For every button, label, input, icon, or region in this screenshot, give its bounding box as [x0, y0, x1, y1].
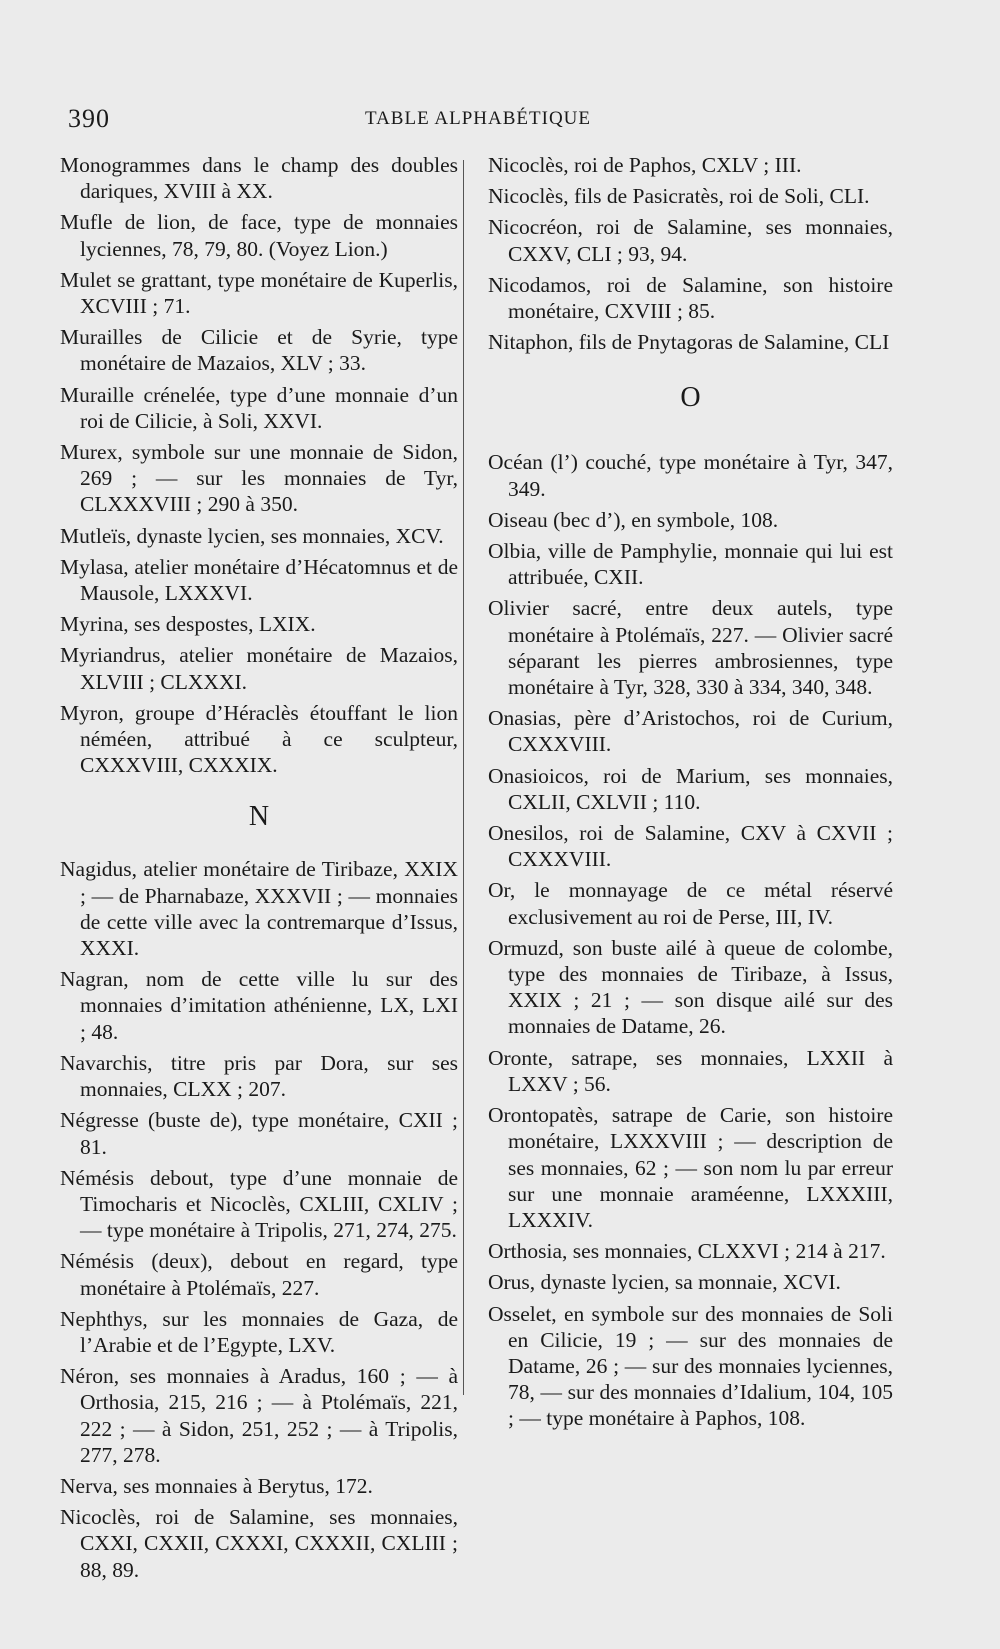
- column-divider: [463, 160, 464, 1395]
- index-entry: Navarchis, titre pris par Dora, sur ses monnaies, CLXX ; 207.: [60, 1050, 458, 1102]
- index-entry: Nicoclès, roi de Paphos, CXLV ; III.: [488, 153, 802, 177]
- index-entry: Murex, symbole sur une monnaie de Sidon, 269 ; — sur les monnaies de Tyr, CLXXXVIII ; 290 à 350.: [60, 440, 458, 517]
- index-entry: Or, le monnayage de ce métal réservé exclusivement au roi de Perse, III, IV.: [488, 878, 893, 929]
- index-entry: Mufle de lion, de face, type de monnaies lyciennes, 78, 79, 80. (Voyez Lion.): [60, 210, 458, 261]
- left-column: [60, 152, 458, 1588]
- index-entry: Orthosia, ses monnaies, CLXXVI ; 214 à 217.: [488, 1239, 886, 1264]
- index-entry: Nicodamos, roi de Salamine, son histoire monétaire, CXVIII ; 85.: [488, 272, 893, 324]
- index-entry: Monogrammes dans le champ des doubles dariques, XVIII à XX.: [60, 153, 458, 204]
- left-entries-before: [60, 152, 458, 778]
- index-entry: Ormuzd, son buste ailé à queue de colombe, type des monnaies de Tiribaze, à Issus, XXIX ; 21 ; — son disque ailé sur des monnaies de Datame, 26.: [488, 935, 893, 1039]
- index-entry: Murailles de Cilicie et de Syrie, type monétaire de Mazaios, XLV ; 33.: [60, 325, 458, 376]
- index-entry: Onasias, père d’Aristochos, roi de Curium, CXXXVIII.: [488, 706, 893, 757]
- index-entry: Nicocréon, roi de Salamine, ses monnaies, CXXV, CLI ; 93, 94.: [488, 215, 893, 266]
- index-entry: Mutleïs, dynaste lycien, ses monnaies, XCV.: [60, 523, 444, 548]
- index-entry: Muraille crénelée, type d’une monnaie d’un roi de Cilicie, à Soli, XXVI.: [60, 382, 458, 433]
- section-letter-n: N: [248, 801, 270, 833]
- index-entry: Mylasa, atelier monétaire d’Hécatomnus et de Mausole, LXXXVI.: [60, 554, 458, 606]
- index-entry: Orus, dynaste lycien, sa monnaie, XCVI.: [488, 1270, 841, 1295]
- right-column: [488, 152, 893, 1437]
- right-entries-after: [488, 449, 893, 1431]
- index-entry: Myriandrus, atelier monétaire de Mazaios, XLVIII ; CLXXXI.: [60, 643, 458, 694]
- index-entry: Nagidus, atelier monétaire de Tiribaze, XXIX ; — de Pharnabaze, XXXVII ; — monnaies de cette ville avec la contremarque d’Issus, XXXI.: [60, 857, 458, 961]
- index-entry: Néron, ses monnaies à Aradus, 160 ; — à Orthosia, 215, 216 ; — à Ptolémaïs, 221, 222 ; — à Sidon, 251, 252 ; — à Tripolis, 277, 278.: [60, 1364, 458, 1467]
- index-entry: Myron, groupe d’Héraclès étouffant le lion néméen, attribué à ce sculpteur, CXXXVIII, CXXXIX.: [60, 700, 458, 778]
- index-entry: Orontopatès, satrape de Carie, son histoire monétaire, LXXXVIII ; — description de ses monnaies, 62 ; — son nom lu par erreur sur une monnaie araméenne, LXXXIII, LXXXIV.: [488, 1103, 893, 1232]
- page-number: 390: [68, 104, 110, 133]
- index-entry: Olivier sacré, entre deux autels, type monétaire à Ptolémaïs, 227. — Olivier sacré séparant les pierres ambrosiennes, type monétaire à Tyr, 328, 330 à 334, 340, 348.: [488, 596, 893, 700]
- index-entry: Onesilos, roi de Salamine, CXV à CXVII ; CXXXVIII.: [488, 821, 893, 872]
- index-entry: Mulet se grattant, type monétaire de Kuperlis, XCVIII ; 71.: [60, 267, 458, 319]
- index-entry: Nephthys, sur les monnaies de Gaza, de l’Arabie et de l’Egypte, LXV.: [60, 1306, 458, 1357]
- index-entry: Onasioicos, roi de Marium, ses monnaies, CXLII, CXLVII ; 110.: [488, 763, 893, 814]
- index-entry: Olbia, ville de Pamphylie, monnaie qui lui est attribuée, CXII.: [488, 539, 893, 590]
- right-entries-before: [488, 152, 893, 355]
- index-entry: Oronte, satrape, ses monnaies, LXXII à LXXV ; 56.: [488, 1045, 893, 1096]
- section-letter-o: O: [680, 382, 701, 414]
- left-entries-after: [60, 856, 458, 1582]
- index-entry: Nicoclès, fils de Pasicratès, roi de Soli, CLI.: [488, 184, 870, 209]
- index-entry: Némésis (deux), debout en regard, type monétaire à Ptolémaïs, 227.: [60, 1249, 458, 1300]
- running-head: TABLE ALPHABÉTIQUE: [365, 108, 591, 129]
- index-entry: Négresse (buste de), type monétaire, CXII ; 81.: [60, 1108, 458, 1159]
- index-entry: Oiseau (bec d’), en symbole, 108.: [488, 507, 779, 532]
- index-entry: Némésis debout, type d’une monnaie de Timocharis et Nicoclès, CXLIII, CXLIV ; — type monétaire à Tripolis, 271, 274, 275.: [60, 1165, 458, 1243]
- index-entry: Nagran, nom de cette ville lu sur des monnaies d’imitation athénienne, LX, LXI ; 48.: [60, 967, 458, 1044]
- index-entry: Nerva, ses monnaies à Berytus, 172.: [60, 1473, 373, 1498]
- index-entry: Osselet, en symbole sur des monnaies de Soli en Cilicie, 19 ; — sur des monnaies de Datame, 26 ; — sur des monnaies lyciennes, 78, — sur des monnaies d’Idalium, 104, 105 ; — type monétaire à Paphos, 108.: [488, 1301, 893, 1431]
- index-entry: Myrina, ses despostes, LXIX.: [60, 612, 316, 637]
- index-entry: Nitaphon, fils de Pnytagoras de Salamine, CLI: [488, 330, 890, 355]
- index-entry: Nicoclès, roi de Salamine, ses monnaies, CXXI, CXXII, CXXXI, CXXXII, CXLIII ; 88, 89.: [60, 1505, 458, 1582]
- index-entry: Océan (l’) couché, type monétaire à Tyr, 347, 349.: [488, 450, 893, 501]
